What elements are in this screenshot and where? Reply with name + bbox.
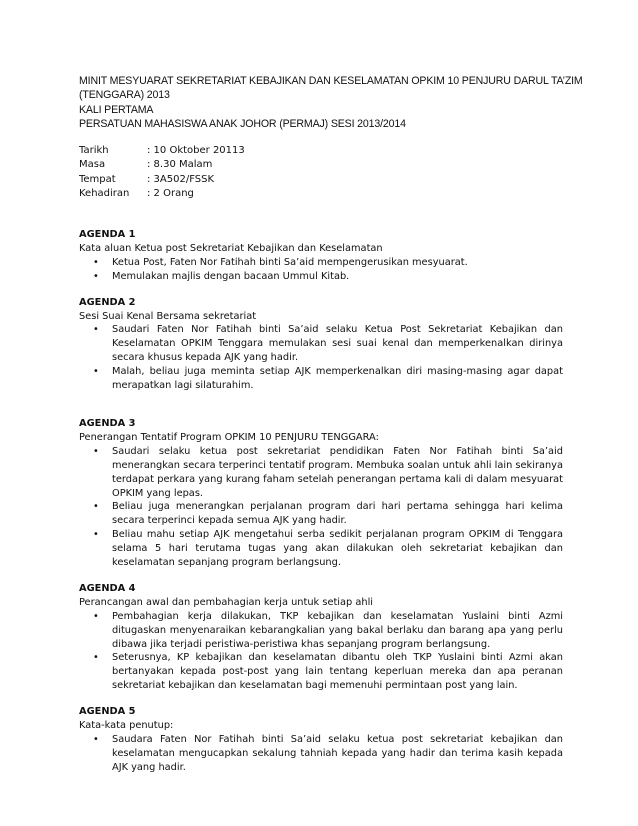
list-item-text: Beliau juga menerangkan perjalanan program dari hari pertama sehingga hari kelima secara terperinci kepada semua AJK yang hadir. <box>112 501 563 527</box>
bullet-icon: • <box>93 734 99 745</box>
agenda-5-section <box>79 705 563 775</box>
agenda-subtitle: Sesi Suai Kenal Bersama sekretariat <box>79 310 257 322</box>
agenda-3-section <box>79 417 563 570</box>
list-item-text: Saudara Faten Nor Fatihah binti Sa’aid selaku ketua post sekretariat kebajikan dan keselamatan mengucapkan sekalung tahniah kepada yang hadir dan terima kasih kepada AJK yang hadir. <box>112 734 563 773</box>
bullet-icon: • <box>93 610 99 622</box>
document-header <box>79 74 583 132</box>
list-item-text: Memulakan majlis dengan bacaan Ummul Kitab. <box>112 270 350 282</box>
list-item-text: Malah, beliau juga meminta setiap AJK memperkenalkan diri masing-masing agar dapat merapatkan lagi silaturahim. <box>112 366 563 392</box>
agenda-subtitle: Kata-kata penutup: <box>79 720 174 732</box>
list-item <box>79 365 563 393</box>
list-item <box>79 733 563 775</box>
list-item-text: Pembahagian kerja dilakukan, TKP kebajikan dan keselamatan Yuslaini binti Azmi ditugaskan menyenaraikan kebarangkalian yang bakal berlaku dan barang apa yang perlu dibawa jika terjadi peristiwa-peristiwa khas sepanjang program berlangsung. <box>112 610 563 650</box>
bullet-icon: • <box>93 270 99 282</box>
agenda-bullet-list <box>79 733 563 775</box>
bullet-icon: • <box>93 501 99 513</box>
agenda-1-section <box>79 228 563 284</box>
agenda-4-section <box>79 582 563 693</box>
meta-key: Kehadiran <box>79 188 130 200</box>
agenda-bullet-list <box>79 256 563 284</box>
bullet-icon: • <box>93 366 99 378</box>
meta-value: : 8.30 Malam <box>147 159 213 171</box>
list-item-text: Seterusnya, KP kebajikan dan keselamatan dibantu oleh TKP Yuslaini binti Azmi akan bertanyakan kepada post-post yang lain tentang keperluan mereka dan apa peranan sekretariat kebajikan dan keselamatan bagi memenuhi permintaan post yang lain. <box>112 652 563 692</box>
bullet-icon: • <box>93 652 99 664</box>
list-item <box>79 500 563 528</box>
list-item-text: Saudari selaku ketua post sekretariat pendidikan Faten Nor Fatihah binti Sa’aid menerangkan secara terperinci tentatif program. Membuka soalan untuk ahli lain sekiranya terdapat perkara yang kurang faham setelah penerangan pertama kali di dalam mesyuarat OPKIM yang lepas. <box>112 445 563 499</box>
agenda-bullet-list <box>79 323 563 393</box>
list-item-text: Beliau mahu setiap AJK mengetahui serba sedikit perjalanan program OPKIM di Tenggara selama 5 hari terutama tugas yang akan dilakukan oleh sekretariat kebajikan dan keselamatan sepanjang program berlangsung. <box>112 529 563 569</box>
meta-value: : 10 Oktober 20113 <box>147 144 245 156</box>
header-meeting-count: KALI PERTAMA <box>79 103 154 116</box>
agenda-title: AGENDA 1 <box>79 229 136 240</box>
meta-row-time <box>79 158 563 173</box>
agenda-subtitle: Kata aluan Ketua post Sekretariat Kebajikan dan Keselamatan <box>79 242 383 254</box>
list-item <box>79 610 563 652</box>
list-item <box>79 528 563 570</box>
meta-key: Masa <box>79 159 106 171</box>
meta-key: Tempat <box>79 173 116 185</box>
agenda-title: AGENDA 4 <box>79 582 136 594</box>
agenda-bullet-list <box>79 445 563 570</box>
meta-value: : 2 Orang <box>147 188 194 200</box>
header-organization: PERSATUAN MAHASISWA ANAK JOHOR (PERMAJ) SESI 2013/2014 <box>79 118 406 131</box>
bullet-icon: • <box>93 256 99 268</box>
meta-row-date <box>79 144 563 159</box>
list-item <box>79 323 563 365</box>
meta-value: : 3A502/FSSK <box>147 173 215 185</box>
bullet-icon: • <box>93 445 99 457</box>
document-content <box>79 74 583 775</box>
bullet-icon: • <box>93 324 99 336</box>
header-title-line-2: (TENGGARA) 2013 <box>79 89 170 102</box>
list-item <box>79 256 563 270</box>
agenda-subtitle: Penerangan Tentatif Program OPKIM 10 PENJURU TENGGARA: <box>79 431 379 443</box>
list-item-text: Ketua Post, Faten Nor Fatihah binti Sa’aid mempengerusikan mesyuarat. <box>112 256 468 268</box>
meeting-details <box>79 144 563 202</box>
meta-row-venue <box>79 173 563 188</box>
agenda-bullet-list <box>79 610 563 693</box>
meta-key: Tarikh <box>79 144 109 156</box>
list-item <box>79 270 563 284</box>
header-title-line-1: MINIT MESYUARAT SEKRETARIAT KEBAJIKAN DAN KESELAMATAN OPKIM 10 PENJURU DARUL TA’ZIM <box>79 75 583 87</box>
agenda-2-section <box>79 296 563 393</box>
agenda-title: AGENDA 3 <box>79 417 136 429</box>
list-item-text: Saudari Faten Nor Fatihah binti Sa’aid selaku Ketua Post Sekretariat Kebajikan dan Keselamatan OPKIM Tenggara memulakan sesi suai kenal dan memperkenalkan dirinya secara khusus kepada AJK yang hadir. <box>112 324 563 364</box>
meta-row-attendance <box>79 187 563 202</box>
list-item <box>79 651 563 693</box>
agenda-subtitle: Perancangan awal dan pembahagian kerja untuk setiap ahli <box>79 596 374 608</box>
bullet-icon: • <box>93 529 99 541</box>
agenda-title: AGENDA 5 <box>79 706 136 718</box>
agenda-title: AGENDA 2 <box>79 296 136 308</box>
list-item <box>79 445 563 501</box>
